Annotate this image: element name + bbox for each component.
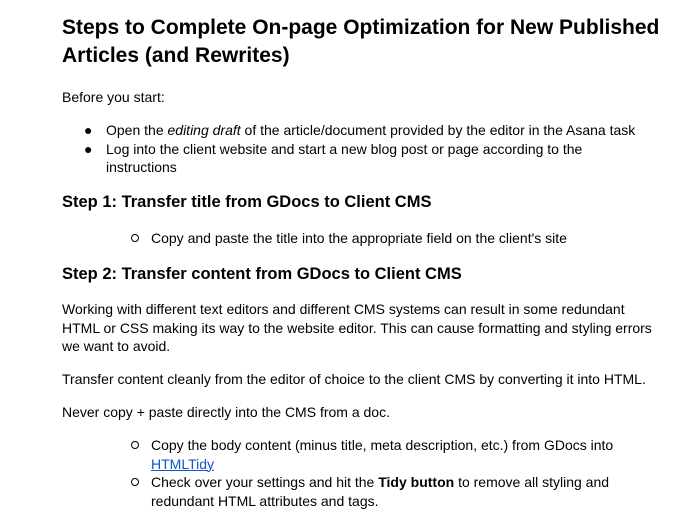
step1-list — [151, 229, 651, 248]
bold-text: Tidy button — [378, 474, 455, 490]
list-item: Copy the body content (minus title, meta description, etc.) from GDocs into HTMLTidy — [151, 436, 641, 473]
list-item: Copy and paste the title into the appropriate field on the client's site — [151, 229, 651, 248]
step2-list — [151, 436, 641, 510]
intro-text: Before you start: — [62, 89, 165, 105]
before-list — [84, 121, 646, 177]
bullet-icon: ● — [84, 122, 93, 138]
list-item: ● Log into the client website and start a new blog post or page according to the instructions — [84, 140, 583, 175]
list-item: ● Open the editing draft of the article/document provided by the editor in the Asana task — [84, 122, 636, 138]
page-title: Steps to Complete On-page Optimization for New Published Articles (and Rewrites) — [62, 16, 660, 67]
bullet-icon: ● — [84, 140, 93, 157]
emphasis-text: editing draft — [167, 122, 241, 138]
step2-paragraph-1: Working with different text editors and different CMS systems can result in some redundant HTML or CSS making its way to the website editor. This can cause formatting and styling errors we want to avoid. — [62, 301, 652, 354]
hollow-bullet-icon — [131, 478, 139, 486]
step2-paragraph-3: Never copy + paste directly into the CMS from a doc. — [62, 404, 390, 420]
hollow-bullet-icon — [131, 441, 139, 449]
list-item: Check over your settings and hit the Tidy button to remove all styling and redundant HTML attributes and tags. — [151, 473, 641, 510]
step1-heading: Step 1: Transfer title from GDocs to Client CMS — [62, 193, 432, 211]
hollow-bullet-icon — [131, 234, 139, 242]
htmltidy-link[interactable]: HTMLTidy — [151, 455, 214, 472]
step2-paragraph-2: Transfer content cleanly from the editor of choice to the client CMS by converting it into HTML. — [62, 371, 646, 387]
step2-heading: Step 2: Transfer content from GDocs to Client CMS — [62, 265, 462, 283]
